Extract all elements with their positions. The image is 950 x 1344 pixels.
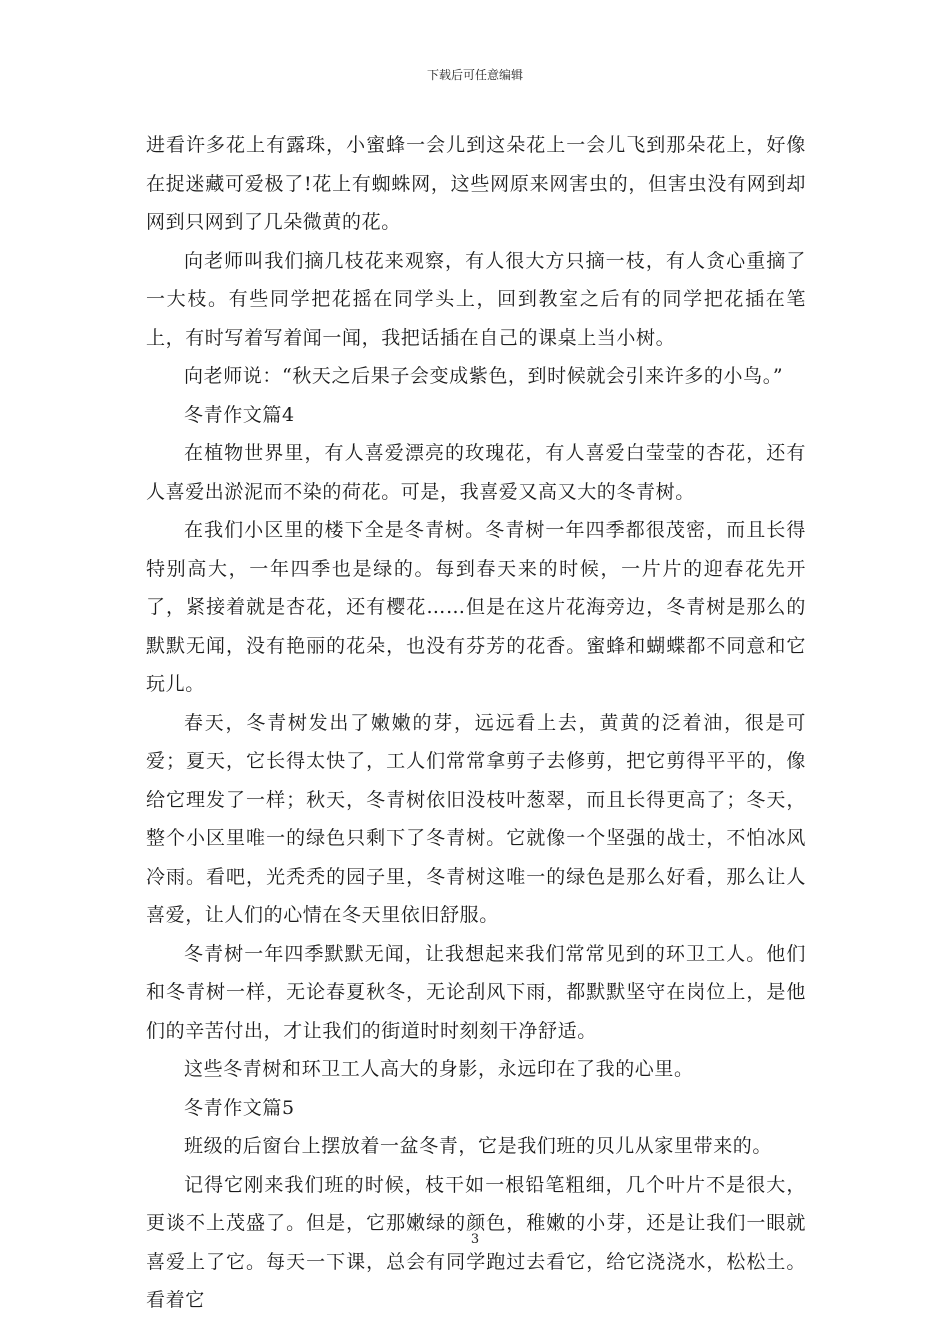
paragraph-3: 向老师说：“秋天之后果子会变成紫色，到时候就会引来许多的小鸟。”	[184, 365, 784, 387]
page-number: 3	[470, 1232, 480, 1247]
paragraph-7: 冬青树一年四季默默无闻，让我想起来我们常常见到的环卫工人。他们和冬青树一样，无论春夏秋冬，无论刮风下雨，都默默坚守在岗位上，是他们的辛苦付出，才让我们的街道时时刻刻干净舒适。	[146, 942, 806, 1042]
document-body	[146, 126, 806, 1320]
paragraph-6: 春天，冬青树发出了嫩嫩的芽，远远看上去，黄黄的泛着油，很是可爱；夏天，它长得太快了，工人们常常拿剪子去修剪，把它剪得平平的，像给它理发了一样；秋天，冬青树依旧没枝叶葱翠，而且长得更高了；冬天，整个小区里唯一的绿色只剩下了冬青树。它就像一个坚强的战士，不怕冰风冷雨。看吧，光秃秃的园子里，冬青树这唯一的绿色是那么好看，那么让人喜爱，让人们的心情在冬天里依旧舒服。	[146, 711, 806, 926]
paragraph-2: 向老师叫我们摘几枝花来观察，有人很大方只摘一枝，有人贪心重摘了一大枝。有些同学把花摇在同学头上，回到教室之后有的同学把花插在笔上，有时写着写着闻一闻，我把话插在自己的课桌上当小树。	[146, 249, 806, 349]
section-heading-5: 冬青作文篇5	[184, 1096, 295, 1119]
section-heading-4: 冬青作文篇4	[184, 403, 295, 426]
paragraph-5: 在我们小区里的楼下全是冬青树。冬青树一年四季都很茂密，而且长得特别高大，一年四季也是绿的。每到春天来的时候，一片片的迎春花先开了，紧接着就是杏花，还有樱花……但是在这片花海旁边，冬青树是那么的默默无闻，没有艳丽的花朵，也没有芬芳的花香。蜜蜂和蝴蝶都不同意和它玩儿。	[146, 519, 806, 695]
paragraph-8: 这些冬青树和环卫工人高大的身影，永远印在了我的心里。	[184, 1058, 694, 1080]
paragraph-9: 班级的后窗台上摆放着一盆冬青，它是我们班的贝儿从家里带来的。	[184, 1135, 773, 1157]
paragraph-10: 记得它刚来我们班的时候，枝干如一根铅笔粗细，几个叶片不是很大，更谈不上茂盛了。但是，它那嫩绿的颜色，稚嫩的小芽，还是让我们一眼就喜爱上了它。每天一下课，总会有同学跑过去看它，给它浇浇水，松松土。看着它	[146, 1173, 806, 1311]
paragraph-1: 进看许多花上有露珠，小蜜蜂一会儿到这朵花上一会儿飞到那朵花上，好像在捉迷藏可爱极了!花上有蜘蛛网，这些网原来网害虫的，但害虫没有网到却网到只网到了几朵微黄的花。	[146, 134, 806, 233]
page-header: 下载后可任意编辑	[426, 68, 523, 82]
paragraph-4: 在植物世界里，有人喜爱漂亮的玫瑰花，有人喜爱白莹莹的杏花，还有人喜爱出淤泥而不染的荷花。可是，我喜爱又高又大的冬青树。	[146, 442, 806, 503]
